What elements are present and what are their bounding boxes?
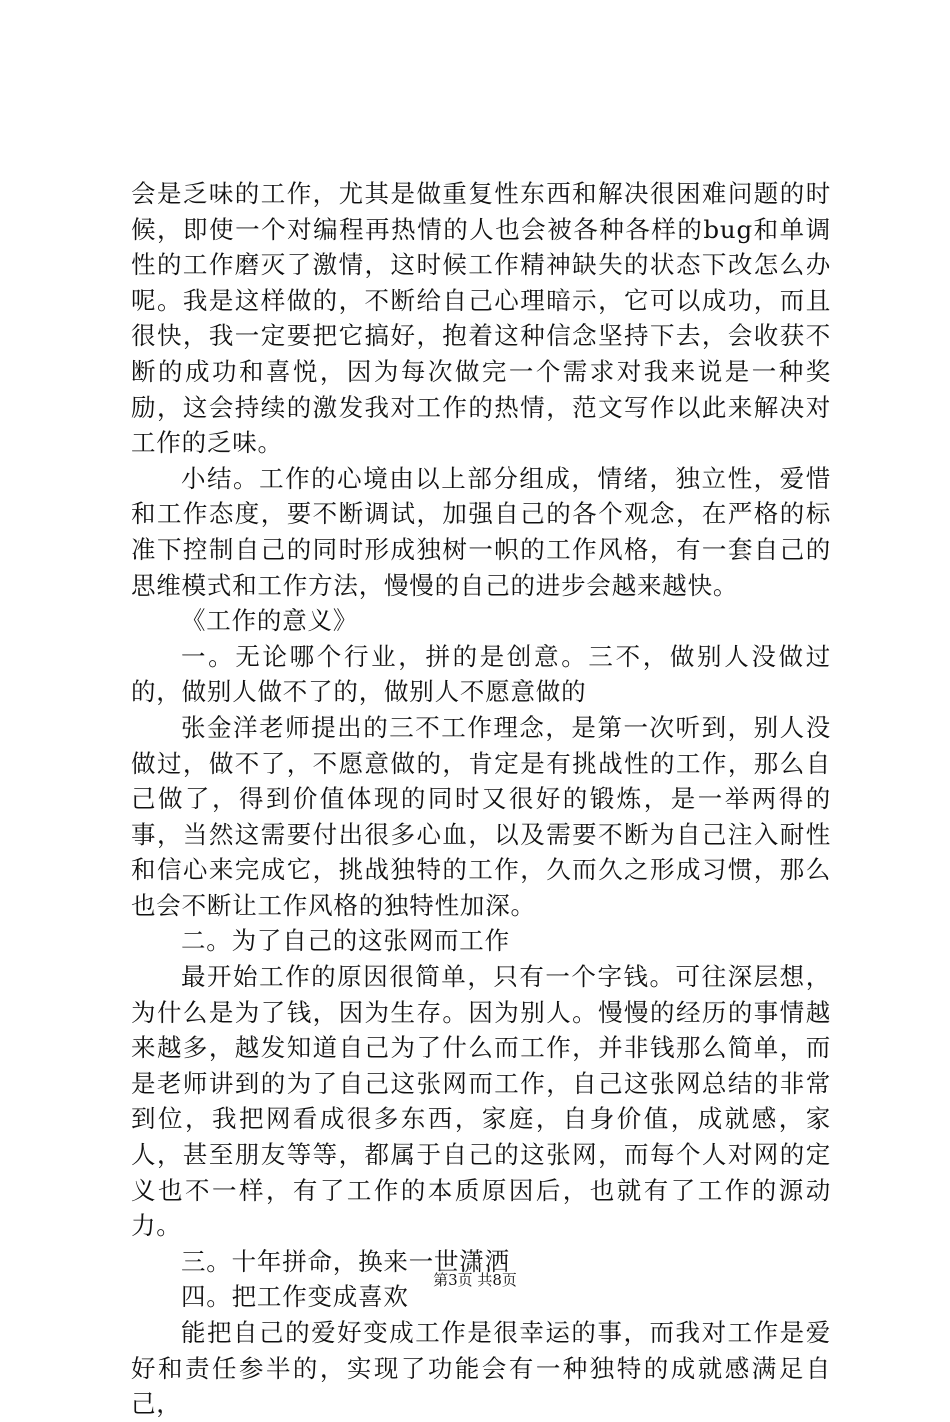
paragraph: 小结。工作的心境由以上部分组成，情绪，独立性，爱惜和工作态度，要不断调试，加强自己的各个观念，在严格的标准下控制自己的同时形成独树一帜的工作风格，有一套自己的思维模式和工作方法，慢慢的自己的进步会越来越快。 xyxy=(131,463,831,600)
document-body xyxy=(131,176,831,1422)
paragraph: 最开始工作的原因很简单，只有一个字钱。可往深层想，为什么是为了钱，因为生存。因为别人。慢慢的经历的事情越来越多，越发知道自己为了什么而工作，并非钱那么简单，而是老师讲到的为了自己这张网而工作，自己这张网总结的非常到位，我把网看成很多东西，家庭，自身价值，成就感，家人，甚至朋友等等，都属于自己的这张网，而每个人对网的定义也不一样，有了工作的本质原因后，也就有了工作的源动力。 xyxy=(131,962,831,1241)
paragraph: 会是乏味的工作，尤其是做重复性东西和解决很困难问题的时候，即使一个对编程再热情的人也会被各种各样的bug和单调性的工作磨灭了激情，这时候工作精神缺失的状态下改怎么办呢。我是这样做的，不断给自己心理暗示，它可以成功，而且很快，我一定要把它搞好，抱着这种信念坚持下去，会收获不断的成功和喜悦，因为每次做完一个需求对我来说是一种奖励，这会持续的激发我对工作的热情，范文写作以此来解决对工作的乏味。 xyxy=(131,179,831,458)
page-number: 第3页 共8页 xyxy=(433,1271,517,1289)
section-heading: 二。为了自己的这张网而工作 xyxy=(181,926,510,956)
section-heading: 四。把工作变成喜欢 xyxy=(181,1282,409,1312)
section-title: 《工作的意义》 xyxy=(181,606,359,636)
section-heading: 一。无论哪个行业，拼的是创意。三不，做别人没做过的，做别人做不了的，做别人不愿意做的 xyxy=(131,641,831,707)
paragraph: 张金洋老师提出的三不工作理念，是第一次听到，别人没做过，做不了，不愿意做的，肯定是有挑战性的工作，那么自己做了，得到价值体现的同时又很好的锻炼，是一举两得的事，当然这需要付出很多心血，以及需要不断为自己注入耐性和信心来完成它，挑战独特的工作，久而久之形成习惯，那么也会不断让工作风格的独特性加深。 xyxy=(131,712,831,920)
section-heading: 三。十年拼命，换来一世潇洒 xyxy=(181,1246,510,1276)
paragraph: 能把自己的爱好变成工作是很幸运的事，而我对工作是爱好和责任参半的，实现了功能会有一种独特的成就感满足自己， xyxy=(131,1318,831,1419)
